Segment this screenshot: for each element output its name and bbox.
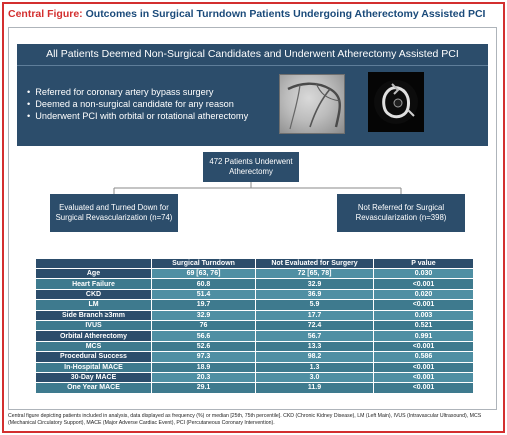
table-cell: <0.001 [374, 362, 474, 372]
table-cell: 0.586 [374, 352, 474, 362]
total-patients-line1: 472 Patients Underwent [209, 157, 293, 166]
table-cell: 0.521 [374, 320, 474, 330]
figure-caption: Central figure depicting patients included in analysis, data displayed as frequency (%) or median [25th, 75th percentile]. CKD (Chronic Kidney Disease), LM (Left Main), IVUS (Intravascular Ultrasound), MCS (Mechanical Circulatory Support), MACE (Major Adverse Cardiac Event), PCI (Percutaneous Coronary Intervention). [8, 413, 482, 426]
table-cell: 3.0 [256, 372, 374, 382]
table-row-label: LM [36, 300, 152, 310]
table-cell: 60.8 [152, 279, 256, 289]
table-cell: 1.3 [256, 362, 374, 372]
criteria-item: • Referred for coronary artery bypass surgery [27, 86, 307, 98]
table-row-label: Orbital Atherectomy [36, 331, 152, 341]
criteria-item: • Deemed a non-surgical candidate for any reason [27, 98, 307, 110]
table-row-label: Heart Failure [36, 279, 152, 289]
table-cell: 76 [152, 320, 256, 330]
figure-title-text: Outcomes in Surgical Turndown Patients Undergoing Atherectomy Assisted PCI [85, 8, 486, 20]
table-cell: <0.001 [374, 372, 474, 382]
table-cell: 51.4 [152, 289, 256, 299]
table-row [36, 289, 474, 299]
table-row-label: Age [36, 269, 152, 279]
table-row [36, 320, 474, 330]
table-row-label: CKD [36, 289, 152, 299]
table-cell: 97.3 [152, 352, 256, 362]
table-cell: 0.003 [374, 310, 474, 320]
table-cell: <0.001 [374, 383, 474, 393]
table-row [36, 279, 474, 289]
table-cell: 56.7 [256, 331, 374, 341]
total-patients-line2: Atherectomy [229, 167, 273, 176]
turndown-group-line2: Surgical Revascularization (n=74) [55, 213, 173, 222]
table-cell: 52.6 [152, 341, 256, 351]
turndown-group-line1: Evaluated and Turned Down for [59, 203, 169, 212]
table-row [36, 300, 474, 310]
table-row-label: Side Branch ≥3mm [36, 310, 152, 320]
total-patients-box [203, 152, 299, 182]
table-cell: 11.9 [256, 383, 374, 393]
table-cell: 69 [63, 76] [152, 269, 256, 279]
table-cell: <0.001 [374, 279, 474, 289]
table-header-cell [36, 259, 152, 269]
table-cell: 20.3 [152, 372, 256, 382]
table-header-cell: Not Evaluated for Surgery [256, 259, 374, 269]
table-cell: 32.9 [256, 279, 374, 289]
table-cell: 98.2 [256, 352, 374, 362]
table-cell: <0.001 [374, 341, 474, 351]
table-cell: 18.9 [152, 362, 256, 372]
table-row [36, 310, 474, 320]
table-cell: 0.020 [374, 289, 474, 299]
table-cell: <0.001 [374, 300, 474, 310]
figure-title-tag: Central Figure: [8, 8, 83, 20]
not-referred-group-box [337, 194, 465, 232]
table-row [36, 383, 474, 393]
table-cell: 32.9 [152, 310, 256, 320]
not-referred-group-line1: Not Referred for Surgical [357, 203, 445, 212]
table-row-label: MCS [36, 341, 152, 351]
table-cell: 5.9 [256, 300, 374, 310]
table-row [36, 269, 474, 279]
turndown-group-box [50, 194, 178, 232]
table-row-label: In-Hospital MACE [36, 362, 152, 372]
table-cell: 13.3 [256, 341, 374, 351]
table-row [36, 372, 474, 382]
table-row [36, 341, 474, 351]
not-referred-group-line2: Revascularization (n=398) [355, 213, 447, 222]
table-header-cell: Surgical Turndown [152, 259, 256, 269]
table-cell: 72.4 [256, 320, 374, 330]
table-row [36, 331, 474, 341]
table-cell: 19.7 [152, 300, 256, 310]
table-cell: 29.1 [152, 383, 256, 393]
table-cell: 17.7 [256, 310, 374, 320]
table-cell: 0.991 [374, 331, 474, 341]
table-cell: 72 [65, 78] [256, 269, 374, 279]
table-row-label: Procedural Success [36, 352, 152, 362]
table-row-label: IVUS [36, 320, 152, 330]
table-row-label: 30-Day MACE [36, 372, 152, 382]
criteria-item: • Underwent PCI with orbital or rotational atherectomy [27, 110, 307, 122]
table-row [36, 362, 474, 372]
table-cell: 36.9 [256, 289, 374, 299]
criteria-heading: All Patients Deemed Non-Surgical Candidates and Underwent Atherectomy Assisted PCI [46, 48, 459, 60]
table-header-row [36, 259, 474, 269]
table-row-label: One Year MACE [36, 383, 152, 393]
table-header-cell: P value [374, 259, 474, 269]
table-row [36, 352, 474, 362]
table-cell: 0.030 [374, 269, 474, 279]
table-cell: 56.6 [152, 331, 256, 341]
outcomes-table [35, 258, 474, 394]
